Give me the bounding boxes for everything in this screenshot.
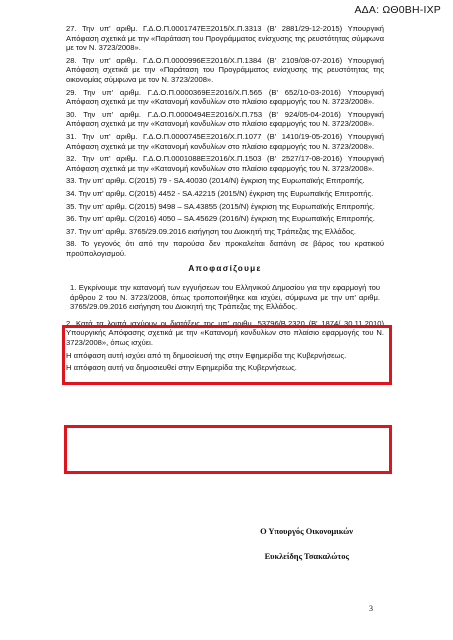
decision-item: 1. Εγκρίνουμε την κατανομή των εγγυήσεων του Ελληνικού Δημοσίου για την εφαρμογή του άρθρου 2 του Ν. 3723/2008, όπως τροποποιήθηκε και ισχύει, σύμφωνα με την υπ' αριθμ. 3765/29.09.2016 εισήγηση του Διοικητή της Τράπεζας της Ελλάδος. [70, 283, 380, 312]
decision-heading: Αποφασίζουμε [188, 264, 262, 274]
list-item: 37. Την υπ' αριθμ. 3765/29.09.2016 εισήγηση του Διοικητή της Τράπεζας της Ελλάδος. [66, 226, 357, 236]
list-item: 38. Το γεγονός ότι από την παρούσα δεν προκαλείται δαπάνη σε βάρος του κρατικού προϋπολογισμού. [66, 239, 384, 258]
list-item: 29. Την υπ' αριθμ. Γ.Δ.Ο.Π.0000369ΕΞ2016/Χ.Π.565 (Β' 652/10-03-2016) Υπουργική Απόφαση σχετικά με την «Κατανομή κονδυλίων στο πλαίσιο εφαρμογής του Ν. 3723/2008». [66, 87, 384, 107]
signature-title: Ο Υπουργός Οικονομικών [260, 527, 353, 536]
document-body [66, 24, 384, 376]
list-item: 30. Την υπ' αριθμ. Γ.Δ.Ο.Π.0000494ΕΞ2016/Χ.Π.753 (Β' 924/05-04-2016) Υπουργική Απόφαση σχετικά με την «Κατανομή κονδυλίων στο πλαίσιο εφαρμογής του Ν. 3723/2008». [66, 109, 384, 129]
decision-item: Η απόφαση αυτή να δημοσιευθεί στην Εφημερίδα της Κυβερνήσεως. [66, 363, 297, 373]
highlight-box [64, 425, 392, 474]
list-item: 34. Την υπ' αριθμ. C(2015) 4452 - SA.42215 (2015/N) έγκριση της Ευρωπαϊκής Επιτροπής. [66, 188, 374, 198]
signature-name: Ευκλείδης Τσακαλώτος [264, 552, 349, 561]
highlight-box [62, 325, 392, 385]
list-item: 27. Την υπ' αριθμ. Γ.Δ.Ο.Π.0001747ΕΞ2015/Χ.Π.3313 (Β' 2881/29-12-2015) Υπουργική Απόφαση σχετικά με την «Παράταση του Προγράμματος ενίσχυσης της ρευστότητας σύμφωνα με τον Ν. 3723/2008». [66, 24, 384, 53]
decision-item: 2. Κατά τα λοιπά ισχύουν οι διατάξεις της υπ' αριθμ. 53796/Β.2320 (Β' 1874/ 30.11.2010) Υπουργικής Απόφασης σχετικά με την «Κατανομή κονδυλίων στο πλαίσιο εφαρμογής του Ν. 3723/2008», όπως ισχύει. [66, 318, 384, 348]
ada-code: ΑΔΑ: ΩΘ0ΒΗ-ΙΧΡ [354, 4, 441, 16]
page-number: 3 [369, 604, 373, 613]
list-item: 36. Την υπ' αριθμ. C(2016) 4050 – SA.45629 (2016/N) έγκριση της Ευρωπαϊκής Επιτροπής. [66, 214, 375, 224]
list-item: 35. Την υπ' αριθμ. C(2015) 9498 – SA.43855 (2015/N) έγκριση της Ευρωπαϊκής Επιτροπής. [66, 201, 375, 211]
decision-item: Η απόφαση αυτή ισχύει από τη δημοσίευσή της στην Εφημερίδα της Κυβερνήσεως. [66, 350, 347, 360]
list-item: 31. Την υπ' αριθμ. Γ.Δ.Ο.Π.0000745ΕΞ2016/Χ.Π.1077 (Β' 1410/19-05-2016) Υπουργική Απόφαση σχετικά με την «Κατανομή κονδυλίων στο πλαίσιο εφαρμογής του Ν. 3723/2008». [66, 131, 384, 151]
list-item: 28. Την υπ' αριθμ. Γ.Δ.Ο.Π.0000996ΕΞ2016/Χ.Π.1384 (Β' 2109/08-07-2016) Υπουργική Απόφαση σχετικά με την «Παράταση του Προγράμματος ενίσχυσης της ρευστότητας της οικονομίας σύμφωνα με τον Ν. 3723/2008». [66, 55, 384, 84]
list-item: 33. Την υπ' αριθμ. C(2015) 79 - SA.40030 (2014/N) έγκριση της Ευρωπαϊκής Επιτροπής. [66, 176, 365, 186]
list-item: 32. Την υπ' αριθμ. Γ.Δ.Ο.Π.0001088ΕΞ2016/Χ.Π.1503 (Β' 2527/17-08-2016) Υπουργική Απόφαση σχετικά με την «Κατανομή κονδυλίων στο πλαίσιο εφαρμογής του Ν. 3723/2008». [66, 154, 384, 173]
